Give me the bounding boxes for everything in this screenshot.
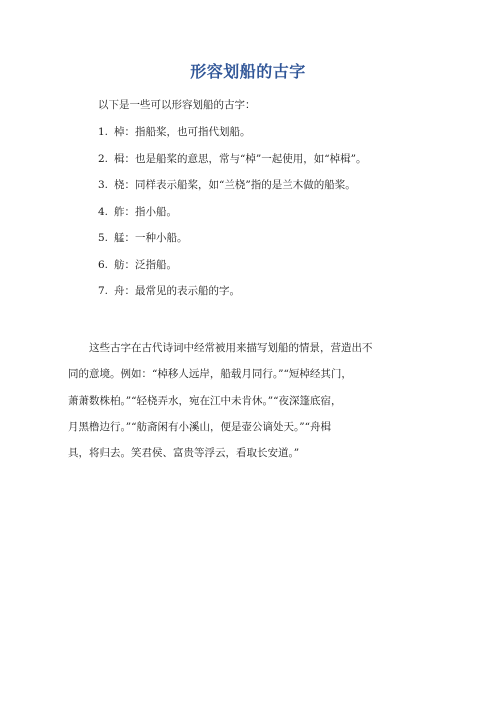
list-item-text: 楫：也是船桨的意思，常与“棹”一起使用，如“棹楫”。 [114, 152, 367, 165]
list-item-text: 艋：一种小船。 [114, 232, 188, 244]
list-item-number: 2. [98, 152, 109, 165]
list-item [98, 204, 366, 220]
list-item [98, 283, 366, 299]
paragraph-line: 具，将归去。笑君侯、富贵等浮云，看取长安道。” [68, 447, 300, 460]
list-item [98, 177, 366, 193]
paragraph-line: 萧萧数株柏。”“轻桡弄水，宛在江中未肯休。”“夜深篷底宿， [68, 394, 342, 407]
intro-text: 以下是一些可以形容划船的古字： [98, 99, 256, 111]
list-item-text: 舟：最常见的表示船的字。 [114, 285, 240, 297]
list-item-number: 7. [98, 285, 109, 297]
list-item [98, 124, 366, 140]
paragraph-line: 这些古字在古代诗词中经常被用来描写划船的情景，营造出不 [89, 342, 373, 354]
paragraph-line: 同的意境。例如：“棹移人远岸，船载月同行。”“短棹经其门， [68, 368, 352, 381]
list-item [98, 230, 366, 246]
list-item [98, 151, 366, 167]
list-item-number: 6. [98, 258, 109, 271]
list-item-number: 3. [98, 179, 109, 191]
glyph-list [98, 124, 366, 310]
list-item-text: 舴：指小船。 [114, 205, 177, 218]
list-item-number: 1. [98, 126, 109, 138]
list-item-text: 桡：同样表示船桨，如“兰桡”指的是兰木做的船桨。 [114, 179, 356, 191]
document-title: 形容划船的古字 [190, 62, 306, 81]
list-item-number: 4. [98, 205, 109, 218]
body-paragraph [68, 335, 418, 466]
list-item [98, 257, 366, 273]
paragraph-line: 月黑橹边行。”“舫斋闲有小溪山，便是壶公谪处天。”“舟楫 [68, 420, 331, 433]
list-item-number: 5. [98, 232, 109, 244]
list-item-text: 舫：泛指船。 [114, 258, 177, 271]
list-item-text: 棹：指船桨，也可指代划船。 [114, 126, 251, 138]
